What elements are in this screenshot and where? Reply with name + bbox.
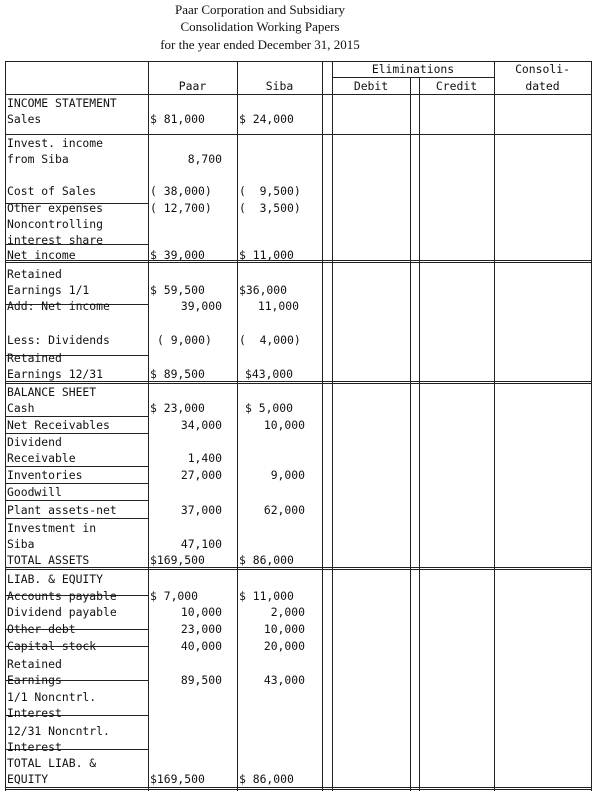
- header-consolidated-2: dated: [525, 79, 560, 93]
- grid-line: [5, 500, 148, 501]
- title-company: Paar Corporation and Subsidiary: [174, 2, 346, 17]
- row-label-goodwill: Goodwill: [7, 485, 62, 499]
- row-label-div-receivable-2: Receivable: [7, 451, 76, 465]
- section-balance-sheet: BALANCE SHEET: [7, 385, 97, 399]
- row-label-nci-end-2: Interest: [7, 740, 62, 754]
- row-label-re-beg-2: Earnings 1/1: [7, 283, 90, 297]
- siba-total-assets: $ 86,000: [239, 553, 294, 567]
- grid-line: [322, 61, 323, 791]
- siba-net-income: $ 11,000: [239, 248, 294, 262]
- paar-plant: 37,000: [180, 503, 222, 517]
- paar-investment: 47,100: [180, 537, 222, 551]
- paar-re-beg: $ 59,500: [150, 283, 205, 297]
- paar-ap: $ 7,000: [150, 589, 199, 603]
- siba-sales: $ 24,000: [239, 112, 294, 126]
- paar-net-income: $ 39,000: [150, 248, 205, 262]
- paar-re-end: $ 89,500: [150, 367, 205, 381]
- row-label-div-payable: Dividend payable: [7, 605, 117, 619]
- row-label-net-income: Net income: [7, 248, 76, 262]
- row-label-add-ni: Add: Net income: [7, 299, 110, 313]
- row-label-nci-beg-2: Interest: [7, 706, 62, 720]
- header-paar: Paar: [178, 79, 207, 93]
- paar-div-receivable: 1,400: [187, 451, 222, 465]
- header-debit: Debit: [353, 79, 389, 93]
- row-label-div-receivable: Dividend: [7, 435, 62, 449]
- siba-re-bs: 43,000: [263, 673, 305, 687]
- row-label-nci-share: Noncontrolling: [7, 217, 104, 231]
- row-label-capital-stock: Capital stock: [7, 639, 97, 653]
- section-income-statement: INCOME STATEMENT: [7, 96, 117, 110]
- title-period: for the year ended December 31, 2015: [160, 37, 360, 52]
- paar-cost-of-sales: ( 38,000): [150, 184, 212, 198]
- header-consolidated: Consoli-: [515, 62, 570, 76]
- paar-cash: $ 23,000: [150, 401, 205, 415]
- row-label-re-beg: Retained: [7, 267, 62, 281]
- row-label-nci-beg: 1/1 Noncntrl.: [7, 690, 97, 704]
- grid-line: [5, 567, 591, 570]
- siba-cash: $ 5,000: [245, 401, 294, 415]
- header-siba: Siba: [265, 79, 294, 93]
- row-label-nci-end: 12/31 Noncntrl.: [7, 724, 110, 738]
- header-eliminations: Eliminations: [371, 62, 455, 76]
- paar-add-ni: 39,000: [180, 299, 222, 313]
- title-papers: Consolidation Working Papers: [180, 19, 340, 34]
- row-label-re-end-2: Earnings 12/31: [7, 367, 104, 381]
- siba-total-le: $ 86,000: [239, 772, 294, 786]
- paar-total-assets: $169,500: [150, 553, 205, 567]
- paar-dividends: ( 9,000): [157, 333, 212, 347]
- section-liab-equity: LIAB. & EQUITY: [7, 572, 104, 586]
- grid-line: [410, 77, 411, 791]
- row-label-sales: Sales: [7, 112, 42, 126]
- row-label-total-assets: TOTAL ASSETS: [7, 553, 90, 567]
- row-label-re-bs-2: Earnings: [7, 673, 62, 687]
- paar-capital-stock: 40,000: [180, 639, 222, 653]
- row-label-inventories: Inventories: [7, 468, 83, 482]
- siba-capital-stock: 20,000: [263, 639, 305, 653]
- grid-line: [5, 61, 6, 791]
- row-label-cash: Cash: [7, 401, 35, 415]
- row-label-receivables: Net Receivables: [7, 418, 110, 432]
- row-label-invest-income: Invest. income: [7, 136, 104, 150]
- row-label-dividends: Less: Dividends: [7, 333, 110, 347]
- siba-inventories: 9,000: [270, 468, 305, 482]
- grid-line: [494, 61, 495, 791]
- paar-receivables: 34,000: [180, 418, 222, 432]
- paar-div-payable: 10,000: [180, 605, 222, 619]
- grid-line: [591, 61, 592, 791]
- grid-line: [332, 61, 333, 791]
- siba-div-payable: 2,000: [270, 605, 305, 619]
- paar-sales: $ 81,000: [150, 112, 205, 126]
- row-label-re-bs: Retained: [7, 657, 62, 671]
- row-label-invest-income-2: from Siba: [7, 152, 69, 166]
- row-label-total-le: TOTAL LIAB. &: [7, 756, 97, 770]
- row-label-investment-2: Siba: [7, 537, 35, 551]
- row-label-other-debt: Other debt: [7, 622, 76, 636]
- paar-inventories: 27,000: [180, 468, 222, 482]
- row-label-other-expenses: Other expenses: [7, 201, 104, 215]
- header-credit: Credit: [435, 79, 478, 93]
- paar-other-expenses: ( 12,700): [150, 201, 212, 215]
- paar-total-le: $169,500: [150, 772, 205, 786]
- worksheet: [5, 61, 591, 791]
- siba-cost-of-sales: ( 9,500): [239, 184, 301, 198]
- grid-line: [5, 518, 148, 519]
- siba-other-debt: 10,000: [263, 622, 305, 636]
- siba-plant: 62,000: [263, 503, 305, 517]
- siba-receivables: 10,000: [263, 418, 305, 432]
- grid-line: [5, 787, 591, 790]
- siba-re-beg: $36,000: [239, 283, 288, 297]
- paar-re-bs: 89,500: [180, 673, 222, 687]
- row-label-cost-of-sales: Cost of Sales: [7, 184, 97, 198]
- row-label-ap: Accounts payable: [7, 589, 117, 603]
- row-label-total-le-2: EQUITY: [7, 772, 49, 786]
- row-label-re-end: Retained: [7, 351, 62, 365]
- row-label-nci-share-2: interest share: [7, 233, 104, 247]
- siba-add-ni: 11,000: [257, 299, 299, 313]
- paar-invest-income: 8,700: [187, 152, 222, 166]
- siba-ap: $ 11,000: [239, 589, 294, 603]
- grid-line: [5, 260, 591, 263]
- row-label-plant: Plant assets-net: [7, 503, 117, 517]
- siba-other-expenses: ( 3,500): [239, 201, 301, 215]
- row-label-investment: Investment in: [7, 521, 97, 535]
- siba-dividends: ( 4,000): [239, 333, 301, 347]
- siba-re-end: $43,000: [245, 367, 294, 381]
- grid-line: [419, 77, 420, 791]
- paar-other-debt: 23,000: [180, 622, 222, 636]
